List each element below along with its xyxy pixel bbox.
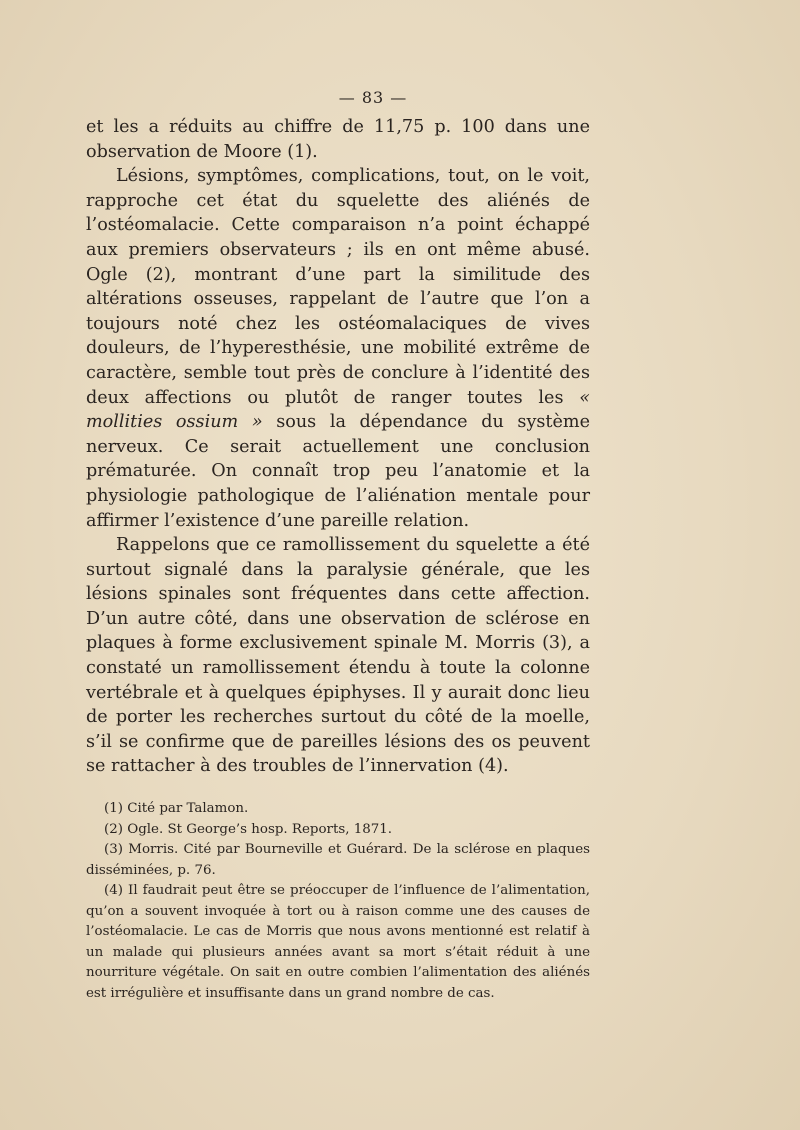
- footnote-3: (3) Morris. Cité par Bourneville et Guérard. De la sclérose en plaques disséminées, p. 76.: [86, 842, 590, 878]
- paragraph-3: Rappelons que ce ramollissement du squelette a été surtout signalé dans la paralysie générale, que les lésions spinales sont fréquentes dans cette affection. D’un autre côté, dans une observation de sclérose en plaques à forme exclusivement spinale M. Morris (3), a constaté un ramollissement étendu à toute la colonne vertébrale et à quelques épiphyses. Il y aurait donc lieu de porter les recherches surtout du côté de la moelle, s’il se confirme que de pareilles lésions des os peuvent se rattacher à des troubles de l’innervation (4).: [86, 535, 590, 777]
- footnote-2: (2) Ogle. St George’s hosp. Reports, 1871.: [104, 821, 393, 837]
- page: [86, 88, 590, 1004]
- page-number: — 83 —: [338, 88, 408, 107]
- footnotes: [86, 799, 590, 1004]
- paragraph-2: [86, 164, 590, 533]
- footnote-4: (4) Il faudrait peut être se préoccuper de l’influence de l’alimentation, qu’on a souvent invoquée à tort ou à raison comme une des causes de l’ostéomalacie. Le cas de Morris que nous avons mentionné est relatif à un malade qui plusieurs années avant sa mort s’était réduit à une nourriture végétale. On sait en outre combien l’alimentation des aliénés est irrégulière et insuffisante dans un grand nombre de cas.: [86, 883, 590, 1001]
- paragraph-1: et les a réduits au chiffre de 11,75 p. 100 dans une observation de Moore (1).: [86, 117, 590, 162]
- latin-term: « mollities ossium »: [86, 387, 590, 433]
- paragraph-2-text: Lésions, symptômes, complications, tout, on le voit, rapproche cet état du squelette des aliénés de l’ostéomalacie. Cette comparaison n’a point échappé aux premiers observateurs ; ils en ont même abusé. Ogle (2), montrant d’une part la similitude des altérations osseuses, rappelant de l’autre que l’on a toujours noté chez les ostéomalaciques de vives douleurs, de l’hyperesthésie, une mobilité extrême de caractère, semble tout près de conclure à l’identité des deux affections ou plutôt de ranger toutes les: [86, 166, 590, 408]
- paragraph-2-end: sous la dépendance du système nerveux. Ce serait actuellement une conclusion prématurée. On connaît trop peu l’anatomie et la physiologie pathologique de l’aliénation mentale pour affirmer l’existence d’une pareille relation.: [86, 412, 590, 531]
- body-text: [86, 115, 590, 779]
- footnote-1: (1) Cité par Talamon.: [104, 801, 249, 817]
